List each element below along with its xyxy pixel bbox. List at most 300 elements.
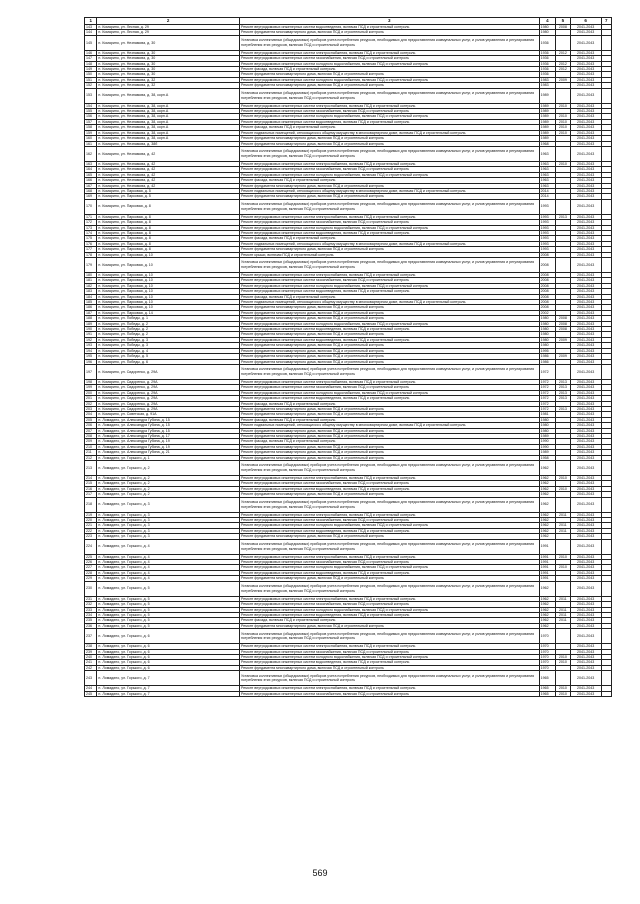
planned-period-cell: 2041-2043 bbox=[570, 172, 601, 177]
table-row bbox=[85, 539, 612, 554]
work-type-cell: Ремонт фундамента многоквартирного дома, включая ПСД и строительный контроль bbox=[239, 492, 539, 497]
planned-period-cell: 2041-2043 bbox=[570, 241, 601, 246]
note-cell bbox=[601, 539, 611, 554]
address-cell: п. Комарино, ул. Парковая, д. 8 bbox=[97, 236, 240, 241]
row-number: 198 bbox=[85, 379, 97, 384]
planned-period-cell: 2041-2043 bbox=[570, 316, 601, 321]
commission-year-cell: 1936 bbox=[539, 72, 556, 77]
commission-year-cell: 1980 bbox=[539, 25, 556, 30]
commission-year-cell: 1972 bbox=[539, 396, 556, 401]
commission-year-cell: 2008 bbox=[539, 278, 556, 283]
address-cell: п. Ломадино, ул. Горького, д. 4 bbox=[97, 560, 240, 565]
commission-year-cell: 1991 bbox=[539, 539, 556, 554]
address-cell: п. Комарино, ул. Парковая, д. 8 bbox=[97, 199, 240, 214]
column-header: 1 bbox=[85, 18, 97, 25]
last-repair-year-cell: 2012 bbox=[556, 50, 570, 55]
row-number: 233 bbox=[85, 607, 97, 612]
row-number: 204 bbox=[85, 412, 97, 417]
row-number: 239 bbox=[85, 649, 97, 654]
table-header-row bbox=[85, 18, 612, 25]
planned-period-cell: 2041-2043 bbox=[570, 412, 601, 417]
commission-year-cell: 1965 bbox=[539, 686, 556, 691]
row-number: 148 bbox=[85, 61, 97, 66]
address-cell: п. Комарино, ул. Парковая, д. 10 bbox=[97, 278, 240, 283]
work-type-cell: Ремонт фундамента многоквартирного дома, включая ПСД и строительный контроль bbox=[239, 194, 539, 199]
commission-year-cell: 1962 bbox=[539, 602, 556, 607]
address-cell: п. Комарино, ул. Парковая, д. 10 bbox=[97, 294, 240, 299]
work-type-cell: Ремонт фундамента многоквартирного дома, включая ПСД и строительный контроль bbox=[239, 576, 539, 581]
planned-period-cell: 2041-2043 bbox=[570, 321, 601, 326]
address-cell: п. Комарино, ул. Парковая, д. 10 bbox=[97, 305, 240, 310]
planned-period-cell: 2041-2043 bbox=[570, 450, 601, 455]
commission-year-cell: 1989 bbox=[539, 114, 556, 119]
work-type-cell: Установка коллективных (общедомовых) приборов учета потребления ресурсов, необходимых для предоставления коммунальных услуг, и узлов управления и регулирования потребления этих ресурсов, включая ПСД и строительный контроль bbox=[239, 497, 539, 512]
row-number: 199 bbox=[85, 385, 97, 390]
commission-year-cell: 1991 bbox=[539, 554, 556, 559]
table-row bbox=[85, 671, 612, 686]
note-cell bbox=[601, 461, 611, 476]
work-type-cell: Ремонт фундамента многоквартирного дома, включая ПСД и строительный контроль bbox=[239, 433, 539, 438]
last-repair-year-cell bbox=[556, 539, 570, 554]
commission-year-cell: 1936 bbox=[539, 35, 556, 50]
row-number: 219 bbox=[85, 512, 97, 517]
commission-year-cell: 1962 bbox=[539, 492, 556, 497]
row-number: 217 bbox=[85, 492, 97, 497]
commission-year-cell: 1989 bbox=[539, 433, 556, 438]
planned-period-cell: 2041-2043 bbox=[570, 444, 601, 449]
address-cell: п. Ломадино, ул. Горького, д. 4 bbox=[97, 554, 240, 559]
address-cell: п. Комарино, ул. Незнамова, д. 32 bbox=[97, 77, 240, 82]
row-number: 193 bbox=[85, 343, 97, 348]
last-repair-year-cell bbox=[556, 671, 570, 686]
table-row bbox=[85, 364, 612, 379]
row-number: 203 bbox=[85, 406, 97, 411]
commission-year-cell: 1962 bbox=[539, 596, 556, 601]
address-cell: п. Комарино, ул. Парковая, д. 8 bbox=[97, 241, 240, 246]
planned-period-cell: 2041-2043 bbox=[570, 644, 601, 649]
last-repair-year-cell: 2013 bbox=[556, 406, 570, 411]
row-number: 192 bbox=[85, 337, 97, 342]
last-repair-year-cell: 2008 bbox=[556, 25, 570, 30]
planned-period-cell: 2041-2043 bbox=[570, 560, 601, 565]
last-repair-year-cell: 2010 bbox=[556, 103, 570, 108]
last-repair-year-cell: 2011 bbox=[556, 607, 570, 612]
planned-period-cell: 2041-2043 bbox=[570, 528, 601, 533]
document-page bbox=[84, 17, 612, 697]
work-type-cell: Ремонт фасада, включая ПСД и строительный контроль bbox=[239, 125, 539, 130]
last-repair-year-cell: 2008 bbox=[556, 321, 570, 326]
row-number: 208 bbox=[85, 433, 97, 438]
planned-period-cell: 2041-2043 bbox=[570, 188, 601, 193]
row-number: 147 bbox=[85, 56, 97, 61]
row-number: 161 bbox=[85, 141, 97, 146]
address-cell: п. Ломадино, ул. Горького, д. 7 bbox=[97, 686, 240, 691]
work-type-cell: Ремонт фундамента многоквартирного дома, включая ПСД и строительный контроль bbox=[239, 406, 539, 411]
row-number: 143 bbox=[85, 25, 97, 30]
commission-year-cell: 1989 bbox=[539, 119, 556, 124]
row-number: 151 bbox=[85, 77, 97, 82]
address-cell: п. Ломадино, ул. Горького, д. 4 bbox=[97, 565, 240, 570]
commission-year-cell: 1970 bbox=[539, 654, 556, 659]
address-cell: п. Ломадино, ул. Горького, д. 5 bbox=[97, 612, 240, 617]
last-repair-year-cell: 2011 bbox=[556, 612, 570, 617]
planned-period-cell: 2041-2043 bbox=[570, 294, 601, 299]
work-type-cell: Ремонт внутридомовых инженерных систем холодного водоснабжения, включая ПСД и строительный контроль bbox=[239, 321, 539, 326]
work-type-cell: Ремонт внутридомовых инженерных систем электроснабжения, включая ПСД и строительный контроль bbox=[239, 476, 539, 481]
address-cell: п. Комарино, ул. Незнамова, д. 30 bbox=[97, 72, 240, 77]
commission-year-cell: 1980 bbox=[539, 428, 556, 433]
work-type-cell: Установка коллективных (общедомовых) приборов учета потребления ресурсов, необходимых для предоставления коммунальных услуг, и узлов управления и регулирования потребления этих ресурсов, включая ПСД и строительный контроль bbox=[239, 258, 539, 273]
address-cell: п. Ломадино, ул. Горького, д. 2 bbox=[97, 481, 240, 486]
work-type-cell: Установка коллективных (общедомовых) приборов учета потребления ресурсов, необходимых для предоставления коммунальных услуг, и узлов управления и регулирования потребления этих ресурсов, включая ПСД и строительный контроль bbox=[239, 581, 539, 596]
commission-year-cell: 1965 bbox=[539, 691, 556, 696]
address-cell: п. Комарино, ул. Незнамова, д. 38, корп.А bbox=[97, 119, 240, 124]
planned-period-cell: 2041-2043 bbox=[570, 230, 601, 235]
work-type-cell: Ремонт внутридомовых инженерных систем электроснабжения, включая ПСД и строительный контроль bbox=[239, 686, 539, 691]
last-repair-year-cell bbox=[556, 199, 570, 214]
work-type-cell: Ремонт фундамента многоквартирного дома, включая ПСД и строительный контроль bbox=[239, 534, 539, 539]
commission-year-cell: 1958 bbox=[539, 455, 556, 460]
commission-year-cell: 1972 bbox=[539, 390, 556, 395]
planned-period-cell: 2041-2043 bbox=[570, 327, 601, 332]
table-row bbox=[85, 199, 612, 214]
address-cell: п. Комарино, ул. Парковая, д. 8 bbox=[97, 214, 240, 219]
table-row bbox=[85, 691, 612, 696]
address-cell: п. Комарино, ул. Парковая, д. 10 bbox=[97, 273, 240, 278]
planned-period-cell: 2041-2043 bbox=[570, 686, 601, 691]
planned-period-cell: 2041-2043 bbox=[570, 417, 601, 422]
work-type-cell: Ремонт фундамента многоквартирного дома, включая ПСД и строительный контроль bbox=[239, 343, 539, 348]
last-repair-year-cell bbox=[556, 88, 570, 103]
commission-year-cell: 1989 bbox=[539, 103, 556, 108]
planned-period-cell: 2041-2043 bbox=[570, 136, 601, 141]
work-type-cell: Установка коллективных (общедомовых) приборов учета потребления ресурсов, необходимых для предоставления коммунальных услуг, и узлов управления и регулирования потребления этих ресурсов, включая ПСД и строительный контроль bbox=[239, 35, 539, 50]
last-repair-year-cell: 2010 bbox=[556, 119, 570, 124]
planned-period-cell: 2041-2043 bbox=[570, 385, 601, 390]
work-type-cell: Ремонт фундамента многоквартирного дома, включая ПСД и строительный контроль bbox=[239, 247, 539, 252]
planned-period-cell: 2041-2043 bbox=[570, 348, 601, 353]
planned-period-cell: 2041-2043 bbox=[570, 654, 601, 659]
commission-year-cell: 1990 bbox=[539, 439, 556, 444]
planned-period-cell: 2041-2043 bbox=[570, 476, 601, 481]
work-type-cell: Ремонт подвальных помещений, относящихся к общему имуществу в многоквартирном доме, включая ПСД и строительный контроль bbox=[239, 423, 539, 428]
work-type-cell: Ремонт внутридомовых инженерных систем газоснабжения, включая ПСД и строительный контроль bbox=[239, 167, 539, 172]
table-row bbox=[85, 581, 612, 596]
last-repair-year-cell: 2010 bbox=[556, 476, 570, 481]
last-repair-year-cell bbox=[556, 497, 570, 512]
work-type-cell: Ремонт внутридомовых инженерных систем холодного водоснабжения, включая ПСД и строительный контроль bbox=[239, 77, 539, 82]
address-cell: п. Комарино, ул. Парковая, д. 10 bbox=[97, 258, 240, 273]
planned-period-cell: 2041-2043 bbox=[570, 225, 601, 230]
planned-period-cell: 2041-2043 bbox=[570, 423, 601, 428]
address-cell: п. Ломадино, ул. Горького, д. 4 bbox=[97, 570, 240, 575]
address-cell: п. Комарино, ул. Победы, д. 2 bbox=[97, 327, 240, 332]
work-type-cell: Ремонт фундамента многоквартирного дома, включая ПСД и строительный контроль bbox=[239, 332, 539, 337]
work-type-cell: Ремонт внутридомовых инженерных систем газоснабжения, включая ПСД и строительный контроль bbox=[239, 385, 539, 390]
work-type-cell: Ремонт внутридомовых инженерных систем водоотведения, включая ПСД и строительный контроль bbox=[239, 327, 539, 332]
work-type-cell: Ремонт внутридомовых инженерных систем водоотведения, включая ПСД и строительный контроль bbox=[239, 660, 539, 665]
last-repair-year-cell bbox=[556, 629, 570, 644]
work-type-cell: Ремонт фундамента многоквартирного дома, включая ПСД и строительный контроль bbox=[239, 141, 539, 146]
address-cell: п. Комарино, ул. Победы, д. 3 bbox=[97, 343, 240, 348]
table-row bbox=[85, 146, 612, 161]
work-type-cell: Ремонт внутридомовых инженерных систем водоотведения, включая ПСД и строительный контроль bbox=[239, 570, 539, 575]
address-cell: п. Комарино, ул. Парковая, д. 8 bbox=[97, 230, 240, 235]
planned-period-cell: 2041-2043 bbox=[570, 671, 601, 686]
planned-period-cell: 2041-2043 bbox=[570, 283, 601, 288]
address-cell: п. Ломадино, ул. Александра Губина, д. 21 bbox=[97, 450, 240, 455]
planned-period-cell: 2041-2043 bbox=[570, 534, 601, 539]
note-cell bbox=[601, 671, 611, 686]
work-type-cell: Ремонт внутридомовых инженерных систем холодного водоснабжения, включая ПСД и строительный контроль bbox=[239, 172, 539, 177]
commission-year-cell: 1993 bbox=[539, 241, 556, 246]
work-type-cell: Ремонт внутридомовых инженерных систем электроснабжения, включая ПСД и строительный контроль bbox=[239, 596, 539, 601]
row-number: 170 bbox=[85, 199, 97, 214]
row-number: 218 bbox=[85, 497, 97, 512]
planned-period-cell: 2041-2043 bbox=[570, 247, 601, 252]
planned-period-cell: 2041-2043 bbox=[570, 56, 601, 61]
commission-year-cell: 1972 bbox=[539, 385, 556, 390]
commission-year-cell: 1962 bbox=[539, 497, 556, 512]
row-number: 191 bbox=[85, 332, 97, 337]
commission-year-cell: 1989 bbox=[539, 450, 556, 455]
work-type-cell: Ремонт внутридомовых инженерных систем электроснабжения, включая ПСД и строительный контроль bbox=[239, 50, 539, 55]
address-cell: п. Комарино, ул. Незнамова, д. 38, корп.А bbox=[97, 114, 240, 119]
commission-year-cell: 1963 bbox=[539, 172, 556, 177]
commission-year-cell: 1962 bbox=[539, 534, 556, 539]
address-cell: п. Комарино, ул. Незнамова, д. 38, корп.А bbox=[97, 88, 240, 103]
row-number: 157 bbox=[85, 119, 97, 124]
row-number: 174 bbox=[85, 230, 97, 235]
commission-year-cell: 1962 bbox=[539, 581, 556, 596]
address-cell: п. Комарино, ул. Парковая, д. 10 bbox=[97, 283, 240, 288]
work-type-cell: Ремонт подвальных помещений, относящихся к общему имуществу в многоквартирном доме, включая ПСД и строительный контроль bbox=[239, 188, 539, 193]
work-type-cell: Ремонт внутридомовых инженерных систем водоотведения, включая ПСД и строительный контроль bbox=[239, 230, 539, 235]
address-cell: п. Комарино, ул. Незнамова, д. 38б bbox=[97, 141, 240, 146]
work-type-cell: Ремонт внутридомовых инженерных систем водоотведения, включая ПСД и строительный контроль bbox=[239, 119, 539, 124]
planned-period-cell: 2041-2043 bbox=[570, 596, 601, 601]
row-number: 152 bbox=[85, 83, 97, 88]
commission-year-cell: 1962 bbox=[539, 528, 556, 533]
address-cell: п. Ломадино, ул. Горького, д. 7 bbox=[97, 691, 240, 696]
commission-year-cell: 1936 bbox=[539, 67, 556, 72]
last-repair-year-cell: 2013 bbox=[556, 396, 570, 401]
commission-year-cell: 1989 bbox=[539, 136, 556, 141]
address-cell: п. Комарино, ул. Советская, д. 91А bbox=[97, 412, 240, 417]
row-number: 194 bbox=[85, 348, 97, 353]
commission-year-cell: 1986 bbox=[539, 354, 556, 359]
address-cell: п. Комарино, ул. Незнамова, д. 42 bbox=[97, 146, 240, 161]
row-number: 228 bbox=[85, 570, 97, 575]
planned-period-cell: 2041-2043 bbox=[570, 455, 601, 460]
address-cell: п. Комарино, ул. Сидоренко, д. 29А bbox=[97, 385, 240, 390]
commission-year-cell: 2008 bbox=[539, 252, 556, 257]
row-number: 154 bbox=[85, 103, 97, 108]
address-cell: п. Ломадино, ул. Горького, д. 5 bbox=[97, 618, 240, 623]
planned-period-cell: 2041-2043 bbox=[570, 220, 601, 225]
work-type-cell: Установка коллективных (общедомовых) приборов учета потребления ресурсов, необходимых для предоставления коммунальных услуг, и узлов управления и регулирования потребления этих ресурсов, включая ПСД и строительный контроль bbox=[239, 364, 539, 379]
address-cell: п. Комарино, ул. Победы, д. 6 bbox=[97, 359, 240, 364]
planned-period-cell: 2041-2043 bbox=[570, 401, 601, 406]
commission-year-cell: 1980 bbox=[539, 316, 556, 321]
planned-period-cell: 2041-2043 bbox=[570, 88, 601, 103]
commission-year-cell: 1983 bbox=[539, 83, 556, 88]
commission-year-cell: 2008 bbox=[539, 289, 556, 294]
commission-year-cell: 2008 bbox=[539, 294, 556, 299]
commission-year-cell: 2008 bbox=[539, 283, 556, 288]
row-number: 184 bbox=[85, 294, 97, 299]
planned-period-cell: 2041-2043 bbox=[570, 691, 601, 696]
planned-period-cell: 2041-2043 bbox=[570, 30, 601, 35]
work-type-cell: Ремонт внутридомовых инженерных систем холодного водоснабжения, включая ПСД и строительный контроль bbox=[239, 523, 539, 528]
row-number: 202 bbox=[85, 401, 97, 406]
planned-period-cell: 2041-2043 bbox=[570, 390, 601, 395]
column-header: 7 bbox=[601, 18, 611, 25]
work-type-cell: Ремонт внутридомовых инженерных систем холодного водоснабжения, включая ПСД и строительный контроль bbox=[239, 61, 539, 66]
commission-year-cell: 1980 bbox=[539, 337, 556, 342]
planned-period-cell: 2041-2043 bbox=[570, 141, 601, 146]
planned-period-cell: 2041-2043 bbox=[570, 273, 601, 278]
row-number: 215 bbox=[85, 481, 97, 486]
planned-period-cell: 2041-2043 bbox=[570, 439, 601, 444]
commission-year-cell: 1993 bbox=[539, 214, 556, 219]
table-row bbox=[85, 88, 612, 103]
address-cell: п. Ломадино, ул. Александра Губина, д. 19 bbox=[97, 439, 240, 444]
address-cell: п. Комарино, ул. Победы, д. 5 bbox=[97, 354, 240, 359]
address-cell: п. Комарино, ул. Парковая, д. 8 bbox=[97, 247, 240, 252]
row-number: 201 bbox=[85, 396, 97, 401]
planned-period-cell: 2041-2043 bbox=[570, 25, 601, 30]
planned-period-cell: 2041-2043 bbox=[570, 178, 601, 183]
last-repair-year-cell: 2010 bbox=[556, 654, 570, 659]
work-type-cell: Ремонт крыши, включая ПСД и строительный контроль bbox=[239, 252, 539, 257]
commission-year-cell: 1962 bbox=[539, 612, 556, 617]
commission-year-cell: 1981 bbox=[539, 412, 556, 417]
planned-period-cell: 2041-2043 bbox=[570, 428, 601, 433]
planned-period-cell: 2041-2043 bbox=[570, 492, 601, 497]
row-number: 236 bbox=[85, 623, 97, 628]
address-cell: п. Ломадино, ул. Горького, д. 3 bbox=[97, 518, 240, 523]
commission-year-cell: 1993 bbox=[539, 247, 556, 252]
row-number: 241 bbox=[85, 660, 97, 665]
commission-year-cell: 1936 bbox=[539, 50, 556, 55]
commission-year-cell: 1962 bbox=[539, 518, 556, 523]
commission-year-cell: 1989 bbox=[539, 88, 556, 103]
commission-year-cell: 1989 bbox=[539, 130, 556, 135]
last-repair-year-cell: 2010 bbox=[556, 130, 570, 135]
address-cell: п. Комарино, ул. Победы, д. 4 bbox=[97, 348, 240, 353]
address-cell: п. Ломадино, ул. Горького, д. 6 bbox=[97, 665, 240, 670]
address-cell: п. Комарино, ул. Парковая, д. 5 bbox=[97, 194, 240, 199]
address-cell: п. Комарино, ул. Незнамова, д. 42 bbox=[97, 183, 240, 188]
address-cell: п. Ломадино, ул. Александра Губина, д. 15 bbox=[97, 423, 240, 428]
work-type-cell: Ремонт фундамента многоквартирного дома, включая ПСД и строительный контроль bbox=[239, 316, 539, 321]
row-number: 176 bbox=[85, 241, 97, 246]
row-number: 245 bbox=[85, 691, 97, 696]
commission-year-cell: 1993 bbox=[539, 199, 556, 214]
address-cell: п. Комарино, ул. Парковая, д. 14 bbox=[97, 310, 240, 315]
commission-year-cell: 1972 bbox=[539, 406, 556, 411]
planned-period-cell: 2041-2043 bbox=[570, 103, 601, 108]
work-type-cell: Установка коллективных (общедомовых) приборов учета потребления ресурсов, необходимых для предоставления коммунальных услуг, и узлов управления и регулирования потребления этих ресурсов, включая ПСД и строительный контроль bbox=[239, 539, 539, 554]
row-number: 158 bbox=[85, 125, 97, 130]
commission-year-cell: 1963 bbox=[539, 178, 556, 183]
row-number: 234 bbox=[85, 612, 97, 617]
row-number: 165 bbox=[85, 172, 97, 177]
address-cell: п. Комарино, ул. Незнамова, д. 38, корп.А bbox=[97, 109, 240, 114]
planned-period-cell: 2041-2043 bbox=[570, 576, 601, 581]
planned-period-cell: 2041-2043 bbox=[570, 252, 601, 257]
row-number: 160 bbox=[85, 136, 97, 141]
commission-year-cell: 1989 bbox=[539, 125, 556, 130]
address-cell: п. Ломадино, ул. Горького, д. 4 bbox=[97, 576, 240, 581]
planned-period-cell: 2041-2043 bbox=[570, 236, 601, 241]
row-number: 195 bbox=[85, 354, 97, 359]
planned-period-cell: 2041-2043 bbox=[570, 607, 601, 612]
work-type-cell: Установка коллективных (общедомовых) приборов учета потребления ресурсов, необходимых для предоставления коммунальных услуг, и узлов управления и регулирования потребления этих ресурсов, включая ПСД и строительный контроль bbox=[239, 461, 539, 476]
last-repair-year-cell: 2010 bbox=[556, 486, 570, 491]
work-type-cell: Ремонт фундамента многоквартирного дома, включая ПСД и строительный контроль bbox=[239, 354, 539, 359]
planned-period-cell: 2041-2043 bbox=[570, 305, 601, 310]
planned-period-cell: 2041-2043 bbox=[570, 433, 601, 438]
note-cell bbox=[601, 364, 611, 379]
work-type-cell: Ремонт фундамента многоквартирного дома, включая ПСД и строительный контроль bbox=[239, 665, 539, 670]
commission-year-cell: 2008 bbox=[539, 258, 556, 273]
planned-period-cell: 2041-2043 bbox=[570, 602, 601, 607]
address-cell: п. Комарино, ул. Незнамова, д. 30 bbox=[97, 67, 240, 72]
planned-period-cell: 2041-2043 bbox=[570, 161, 601, 166]
address-cell: п. Ломадино, ул. Александра Губина, д. 19 bbox=[97, 444, 240, 449]
row-number: 164 bbox=[85, 167, 97, 172]
planned-period-cell: 2041-2043 bbox=[570, 310, 601, 315]
work-type-cell: Ремонт подвальных помещений, относящихся к общему имуществу в многоквартирном доме, включая ПСД и строительный контроль bbox=[239, 300, 539, 305]
row-number: 155 bbox=[85, 109, 97, 114]
planned-period-cell: 2041-2043 bbox=[570, 539, 601, 554]
row-number: 226 bbox=[85, 560, 97, 565]
row-number: 171 bbox=[85, 214, 97, 219]
last-repair-year-cell bbox=[556, 35, 570, 50]
work-type-cell: Ремонт внутридомовых инженерных систем электроснабжения, включая ПСД и строительный контроль bbox=[239, 512, 539, 517]
work-type-cell: Ремонт фундамента многоквартирного дома, включая ПСД и строительный контроль bbox=[239, 348, 539, 353]
row-number: 186 bbox=[85, 305, 97, 310]
planned-period-cell: 2041-2043 bbox=[570, 83, 601, 88]
commission-year-cell: 1980 bbox=[539, 332, 556, 337]
row-number: 197 bbox=[85, 364, 97, 379]
row-number: 188 bbox=[85, 316, 97, 321]
work-type-cell: Ремонт внутридомовых инженерных систем холодного водоснабжения, включая ПСД и строительный контроль bbox=[239, 654, 539, 659]
planned-period-cell: 2041-2043 bbox=[570, 354, 601, 359]
row-number: 222 bbox=[85, 528, 97, 533]
commission-year-cell: 1980 bbox=[539, 321, 556, 326]
row-number: 213 bbox=[85, 461, 97, 476]
work-type-cell: Установка коллективных (общедомовых) приборов учета потребления ресурсов, необходимых для предоставления коммунальных услуг, и узлов управления и регулирования потребления этих ресурсов, включая ПСД и строительный контроль bbox=[239, 146, 539, 161]
note-cell bbox=[601, 146, 611, 161]
commission-year-cell: 1970 bbox=[539, 665, 556, 670]
work-type-cell: Ремонт подвальных помещений, относящихся к общему имуществу в многоквартирном доме, включая ПСД и строительный контроль bbox=[239, 130, 539, 135]
row-number: 211 bbox=[85, 450, 97, 455]
planned-period-cell: 2041-2043 bbox=[570, 35, 601, 50]
commission-year-cell: 1991 bbox=[539, 560, 556, 565]
address-cell: п. Ломадино, ул. Горького, д. 5 bbox=[97, 607, 240, 612]
planned-period-cell: 2041-2043 bbox=[570, 332, 601, 337]
commission-year-cell: 1993 bbox=[539, 225, 556, 230]
work-type-cell: Ремонт фундамента многоквартирного дома, включая ПСД и строительный контроль bbox=[239, 450, 539, 455]
row-number: 206 bbox=[85, 423, 97, 428]
row-number: 216 bbox=[85, 486, 97, 491]
address-cell: п. Комарино, ул. Победы, д. 3 bbox=[97, 337, 240, 342]
work-type-cell: Установка коллективных (общедомовых) приборов учета потребления ресурсов, необходимых для предоставления коммунальных услуг, и узлов управления и регулирования потребления этих ресурсов, включая ПСД и строительный контроль bbox=[239, 671, 539, 686]
commission-year-cell: 2002 bbox=[539, 310, 556, 315]
